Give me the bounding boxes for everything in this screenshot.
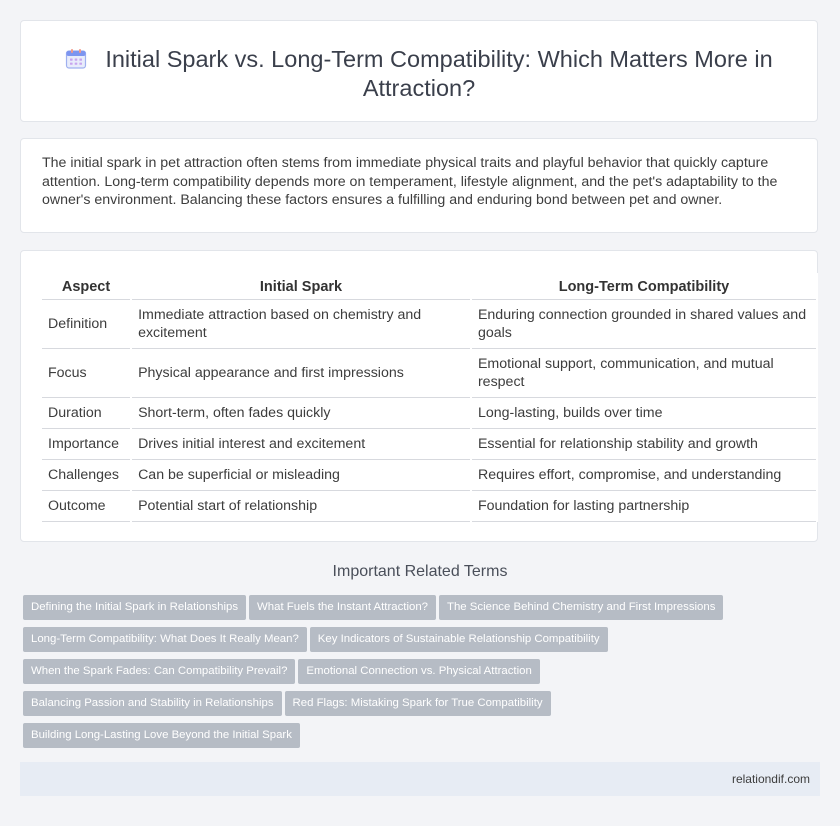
table-row — [42, 349, 817, 398]
comparison-table-card — [20, 250, 818, 542]
related-term-tag[interactable]: Red Flags: Mistaking Spark for True Compatibility — [285, 691, 551, 716]
related-term-tag[interactable]: The Science Behind Chemistry and First Impressions — [439, 595, 723, 620]
page-title: Initial Spark vs. Long-Term Compatibility: Which Matters More in Attraction? — [105, 46, 773, 101]
cell-aspect: Duration — [42, 398, 131, 429]
table-row — [42, 429, 817, 460]
cell-initial-spark: Drives initial interest and excitement — [131, 429, 471, 460]
cell-long-term: Requires effort, compromise, and understanding — [471, 460, 817, 491]
related-terms-heading: Important Related Terms — [332, 563, 508, 580]
related-term-tag[interactable]: Key Indicators of Sustainable Relationship Compatibility — [310, 627, 608, 652]
related-term-tag[interactable]: Balancing Passion and Stability in Relationships — [23, 691, 282, 716]
table-header-row — [42, 273, 817, 300]
table-row — [42, 491, 817, 522]
footer-site-link[interactable]: relationdif.com — [731, 772, 810, 786]
table-row — [42, 398, 817, 429]
cell-long-term: Enduring connection grounded in shared values and goals — [471, 300, 817, 349]
cell-aspect: Importance — [42, 429, 131, 460]
cell-long-term: Emotional support, communication, and mutual respect — [471, 349, 817, 398]
cell-aspect: Outcome — [42, 491, 131, 522]
table-row — [42, 460, 817, 491]
cell-initial-spark: Physical appearance and first impressions — [131, 349, 471, 398]
cell-initial-spark: Immediate attraction based on chemistry and excitement — [131, 300, 471, 349]
page-title-wrap — [21, 45, 817, 103]
cell-long-term: Foundation for lasting partnership — [471, 491, 817, 522]
header-initial-spark: Initial Spark — [131, 273, 471, 300]
related-term-tag[interactable]: Emotional Connection vs. Physical Attraction — [298, 659, 539, 684]
header-aspect: Aspect — [42, 273, 131, 300]
calendar-icon — [65, 48, 87, 70]
related-term-tag[interactable]: Building Long-Lasting Love Beyond the Initial Spark — [23, 723, 300, 748]
related-term-tag[interactable]: Defining the Initial Spark in Relationships — [23, 595, 246, 620]
related-term-tag[interactable]: What Fuels the Instant Attraction? — [249, 595, 436, 620]
cell-long-term: Long-lasting, builds over time — [471, 398, 817, 429]
header-card — [20, 20, 818, 122]
cell-aspect: Definition — [42, 300, 131, 349]
table-row — [42, 300, 817, 349]
cell-long-term: Essential for relationship stability and growth — [471, 429, 817, 460]
intro-card — [20, 138, 818, 233]
intro-paragraph: The initial spark in pet attraction often stems from immediate physical traits and playful behavior that quickly capture attention. Long-term compatibility depends more on temperament, lifestyle alignment, and the pet's adaptability to the owner's environment. Balancing these factors ensures a fulfilling and enduring bond between pet and owner. — [42, 155, 778, 208]
related-terms-tags — [23, 595, 813, 755]
related-term-tag[interactable]: When the Spark Fades: Can Compatibility Prevail? — [23, 659, 295, 684]
cell-aspect: Challenges — [42, 460, 131, 491]
comparison-table — [42, 273, 818, 522]
cell-initial-spark: Can be superficial or misleading — [131, 460, 471, 491]
cell-initial-spark: Short-term, often fades quickly — [131, 398, 471, 429]
footer — [20, 762, 820, 796]
cell-initial-spark: Potential start of relationship — [131, 491, 471, 522]
header-long-term-compatibility: Long-Term Compatibility — [471, 273, 817, 300]
related-term-tag[interactable]: Long-Term Compatibility: What Does It Really Mean? — [23, 627, 307, 652]
cell-aspect: Focus — [42, 349, 131, 398]
